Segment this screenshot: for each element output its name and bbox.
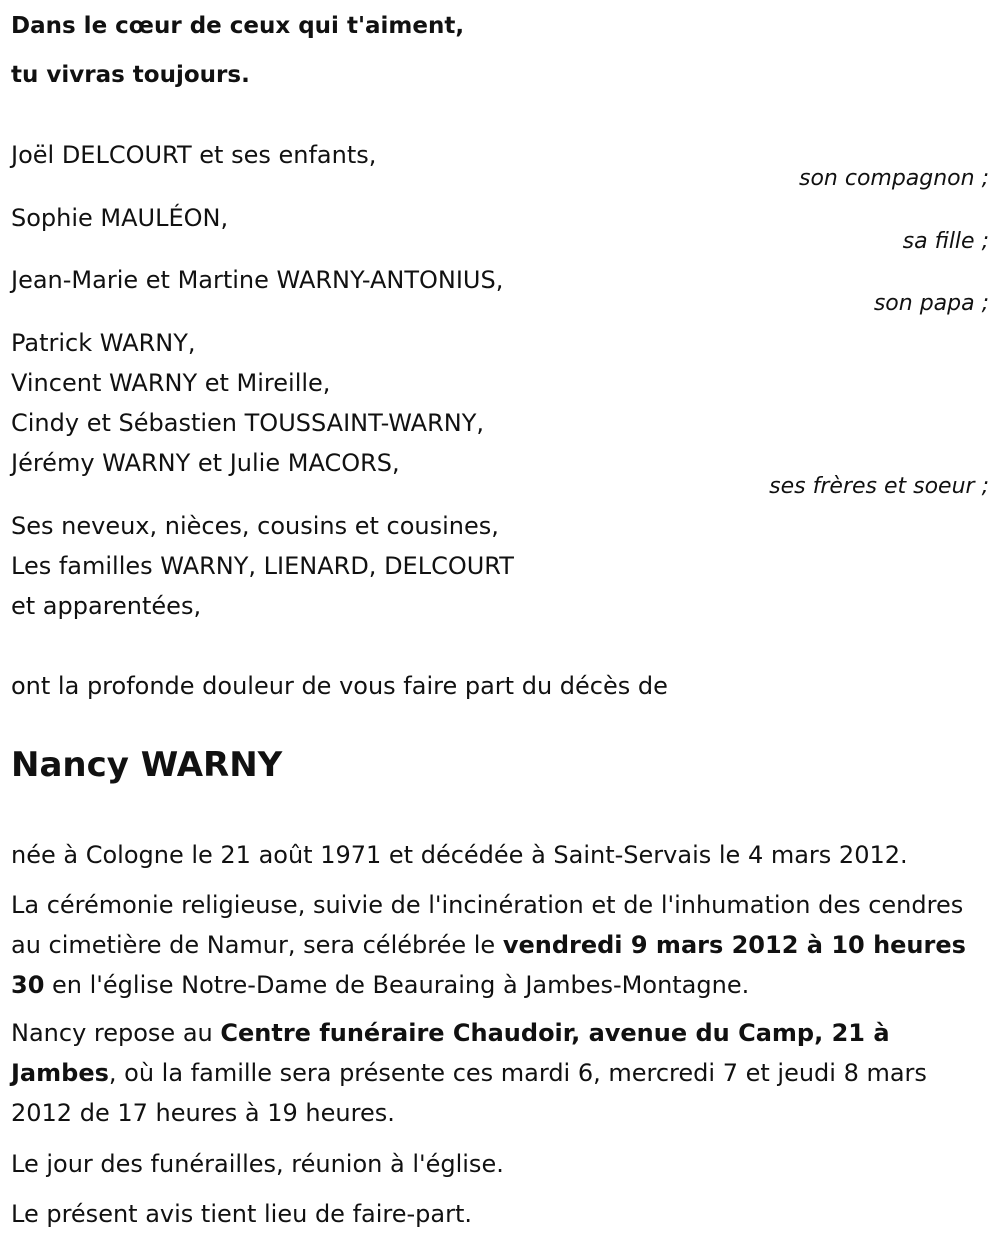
rest-text: Nancy repose au xyxy=(11,1019,221,1047)
family-sibling: Vincent WARNY et Mireille, xyxy=(11,369,331,397)
family-others: Ses neveux, nièces, cousins et cousines, xyxy=(11,512,499,540)
family-companion: Joël DELCOURT et ses enfants, xyxy=(11,141,377,169)
rest-paragraph xyxy=(11,1013,993,1133)
meeting-line: Le jour des funérailles, réunion à l'église. xyxy=(11,1150,504,1178)
rest-location: Centre funéraire Chaudoir, avenue du Camp, 21 à Jambes xyxy=(11,1019,890,1087)
relation-daughter: sa fille ; xyxy=(902,229,989,254)
rest-visiting: , où la famille sera présente ces mardi 6, mercredi 7 et jeudi 8 mars 2012 de 17 heures à 19 heures. xyxy=(11,1059,927,1127)
epigraph-line-2: tu vivras toujours. xyxy=(11,62,250,88)
deceased-name: Nancy WARNY xyxy=(11,745,283,785)
relation-companion: son compagnon ; xyxy=(798,166,989,191)
relation-siblings: ses frères et soeur ; xyxy=(769,474,989,499)
family-sibling: Jérémy WARNY et Julie MACORS, xyxy=(11,449,400,477)
family-sibling: Patrick WARNY, xyxy=(11,329,196,357)
epigraph-line-1: Dans le cœur de ceux qui t'aiment, xyxy=(11,13,465,39)
birth-death-line: née à Cologne le 21 août 1971 et décédée à Saint-Servais le 4 mars 2012. xyxy=(11,841,908,869)
family-sibling: Cindy et Sébastien TOUSSAINT-WARNY, xyxy=(11,409,485,437)
ceremony-text: La cérémonie religieuse, suivie de l'incinération et de l'inhumation des cendres au cimetière de Namur, sera célébrée le xyxy=(11,891,964,959)
ceremony-paragraph xyxy=(11,885,993,1005)
ceremony-date: vendredi 9 mars 2012 à 10 heures 30 xyxy=(11,931,966,999)
notice-line: Le présent avis tient lieu de faire-part. xyxy=(11,1200,473,1228)
relation-parents: son papa ; xyxy=(873,291,989,316)
family-daughter: Sophie MAULÉON, xyxy=(11,204,229,232)
family-parents: Jean-Marie et Martine WARNY-ANTONIUS, xyxy=(11,266,504,294)
family-others: Les familles WARNY, LIENARD, DELCOURT xyxy=(11,552,514,580)
announcement: ont la profonde douleur de vous faire part du décès de xyxy=(11,672,668,700)
ceremony-place: en l'église Notre-Dame de Beauraing à Jambes-Montagne. xyxy=(44,971,750,999)
family-others: et apparentées, xyxy=(11,592,202,620)
